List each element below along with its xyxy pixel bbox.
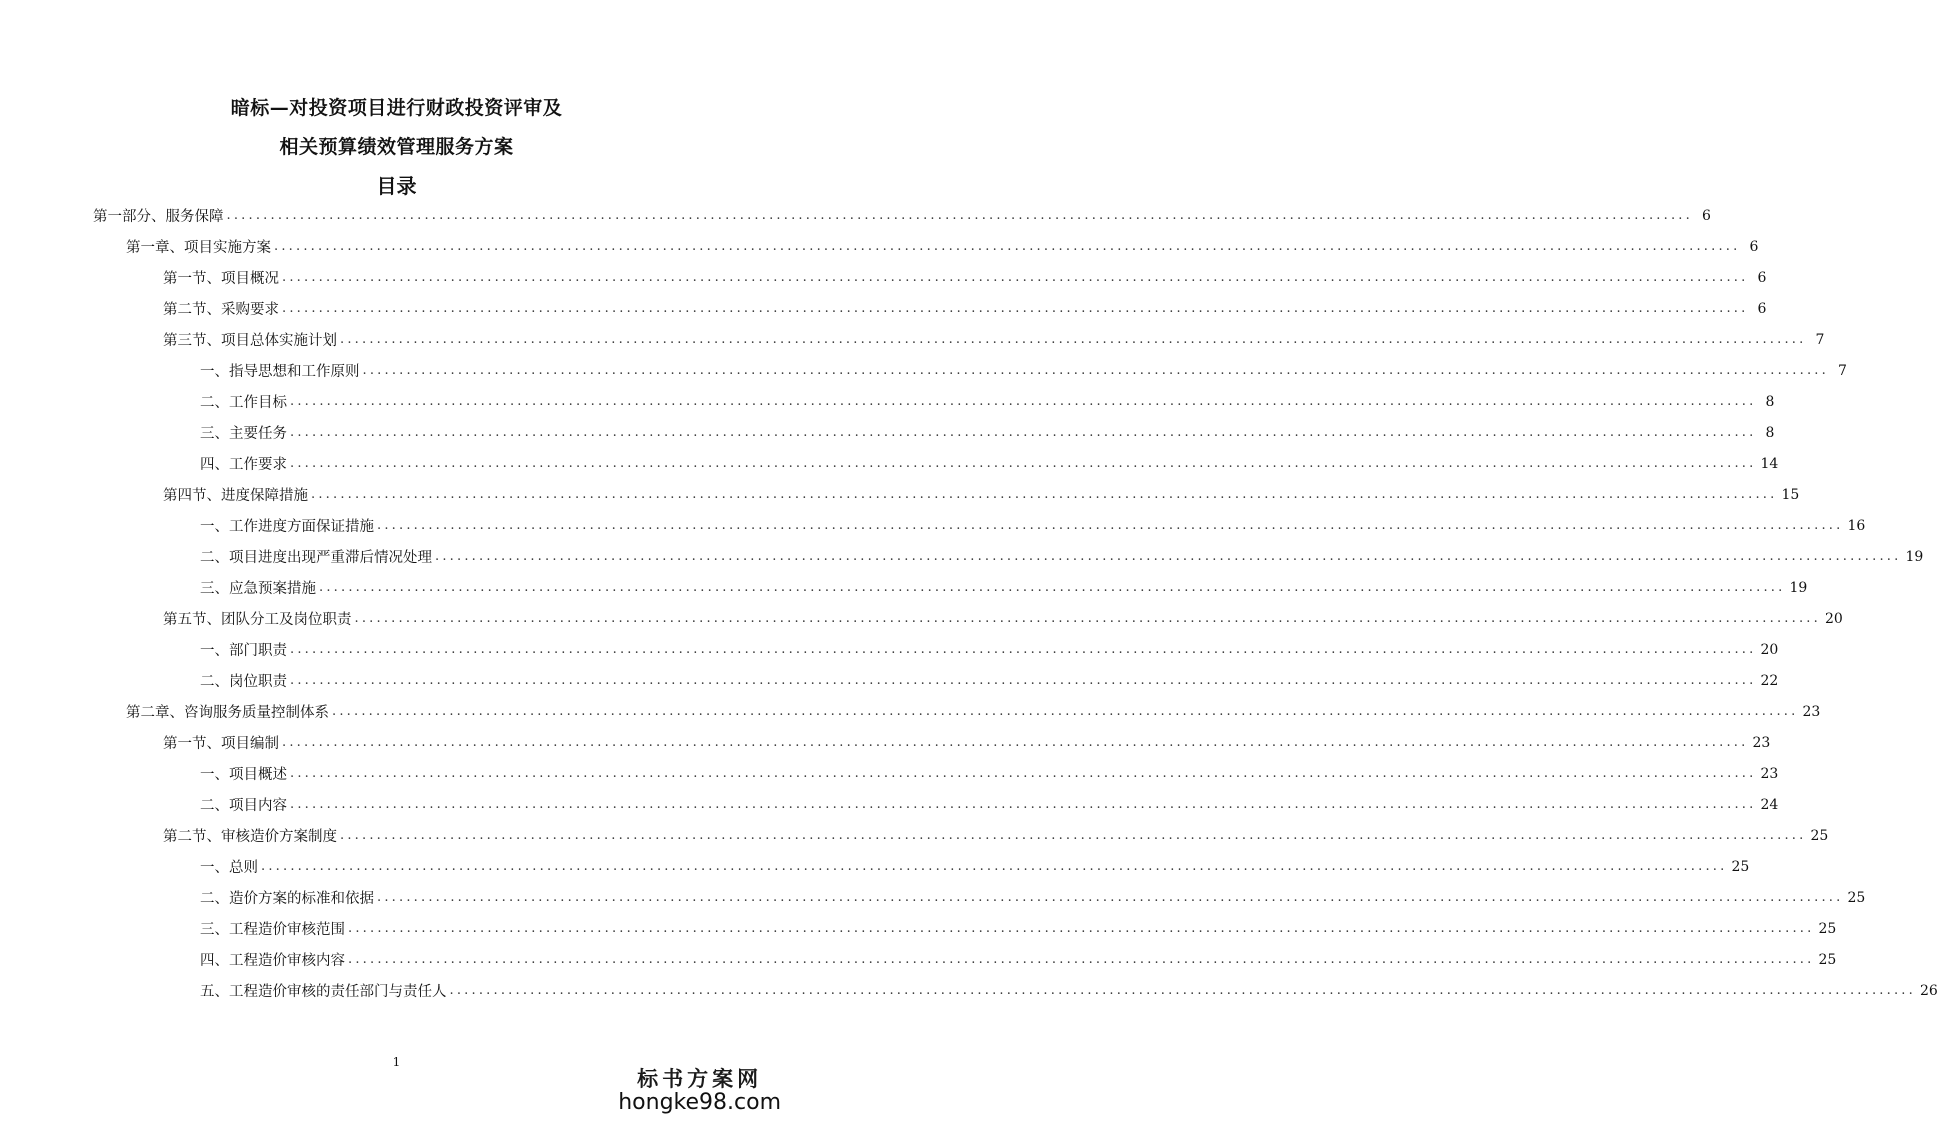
watermark-logo [618,1068,781,1115]
toc-entry-label: 三、工程造价审核范围 [200,922,345,938]
toc-entry-label: 第一章、项目实施方案 [126,240,271,256]
toc-entry-label: 三、主要任务 [200,426,287,442]
toc-entry[interactable] [200,789,1779,820]
toc-dot-leader: ........................................................................................................................................................................................................ [377,889,1844,905]
toc-entry[interactable] [200,913,1837,944]
toc-dot-leader: ........................................................................................................................................................................................................ [226,207,1693,223]
toc-dot-leader: ........................................................................................................................................................................................................ [348,920,1815,936]
toc-entry-label: 三、应急预案措施 [200,581,316,597]
toc-entry[interactable] [200,944,1837,975]
toc-entry-page-number: 26 [1919,982,1938,999]
toc-entry-page-number: 8 [1765,424,1775,441]
toc-entry[interactable] [200,417,1775,448]
toc-entry-page-number: 7 [1815,331,1825,348]
toc-entry-label: 第二节、采购要求 [163,302,279,318]
toc-entry-page-number: 7 [1838,362,1847,379]
toc-dot-leader: ........................................................................................................................................................................................................ [290,796,1757,812]
toc-entry[interactable] [163,820,1829,851]
toc-entry-label: 一、指导思想和工作原则 [200,364,360,380]
toc-heading: 目录 [376,174,417,198]
toc-dot-leader: ........................................................................................................................................................................................................ [348,951,1815,967]
toc-entry[interactable] [200,355,1847,386]
toc-entry-label: 一、部门职责 [200,643,287,659]
toc-entry[interactable] [163,324,1825,355]
toc-entry-page-number: 15 [1781,486,1800,503]
toc-entry[interactable] [163,262,1767,293]
toc-dot-leader: ........................................................................................................................................................................................................ [282,269,1749,285]
toc-dot-leader: ........................................................................................................................................................................................................ [377,517,1844,533]
toc-entry[interactable] [200,448,1779,479]
toc-dot-leader: ........................................................................................................................................................................................................ [290,424,1757,440]
toc-dot-leader: ........................................................................................................................................................................................................ [340,827,1807,843]
toc-dot-leader: ........................................................................................................................................................................................................ [362,362,1829,378]
document-title-line-2: 相关预算绩效管理服务方案 [279,136,514,158]
toc-dot-leader: ........................................................................................................................................................................................................ [354,610,1821,626]
toc-entry-page-number: 25 [1818,951,1837,968]
toc-entry-page-number: 24 [1760,796,1779,813]
toc-entry-label: 四、工程造价审核内容 [200,953,345,969]
toc-entry-page-number: 23 [1752,734,1771,751]
watermark-cn-text: 标书方案网 [637,1067,763,1091]
toc-entry-label: 四、工作要求 [200,457,287,473]
toc-entry[interactable] [200,851,1750,882]
toc-entry[interactable] [163,603,1843,634]
watermark-en-text: hongke98.com [618,1090,781,1116]
toc-dot-leader: ........................................................................................................................................................................................................ [435,548,1902,564]
toc-entry[interactable] [200,386,1775,417]
toc-entry[interactable] [163,479,1800,510]
toc-dot-leader: ........................................................................................................................................................................................................ [449,982,1916,998]
toc-entry-page-number: 19 [1905,548,1924,565]
document-title-line-1: 暗标—对投资项目进行财政投资评审及 [230,97,563,119]
toc-entry-label: 第二节、审核造价方案制度 [163,829,337,845]
toc-entry-page-number: 19 [1789,579,1808,596]
toc-dot-leader: ........................................................................................................................................................................................................ [290,455,1757,471]
toc-entry-label: 第一部分、服务保障 [93,209,224,225]
toc-dot-leader: ........................................................................................................................................................................................................ [290,393,1757,409]
toc-entry-label: 第一节、项目编制 [163,736,279,752]
toc-entry[interactable] [126,696,1821,727]
toc-entry-page-number: 14 [1760,455,1779,472]
toc-entry-page-number: 16 [1847,517,1866,534]
toc-entry-page-number: 25 [1818,920,1837,937]
toc-entry[interactable] [200,665,1779,696]
toc-entry-page-number: 6 [1757,300,1767,317]
toc-entry-label: 二、工作目标 [200,395,287,411]
toc-entry-page-number: 20 [1824,610,1843,627]
toc-entry[interactable] [200,541,1924,572]
toc-entry-page-number: 25 [1810,827,1829,844]
toc-entry[interactable] [126,231,1759,262]
toc-entry-page-number: 20 [1760,641,1779,658]
toc-entry-label: 第二章、咨询服务质量控制体系 [126,705,329,721]
toc-entry-page-number: 6 [1702,207,1711,224]
toc-entry-page-number: 23 [1802,703,1821,720]
toc-dot-leader: ........................................................................................................................................................................................................ [319,579,1786,595]
toc-dot-leader: ........................................................................................................................................................................................................ [332,703,1799,719]
toc-entry[interactable] [200,510,1866,541]
toc-entry-page-number: 8 [1765,393,1775,410]
toc-entry-label: 第四节、进度保障措施 [163,488,308,504]
toc-dot-leader: ........................................................................................................................................................................................................ [274,238,1741,254]
toc-entry-page-number: 22 [1760,672,1779,689]
toc-dot-leader: ........................................................................................................................................................................................................ [290,672,1757,688]
table-of-contents [0,200,1938,1006]
toc-entry-label: 一、工作进度方面保证措施 [200,519,374,535]
toc-dot-leader: ........................................................................................................................................................................................................ [282,300,1749,316]
toc-entry-label: 第三节、项目总体实施计划 [163,333,337,349]
toc-dot-leader: ........................................................................................................................................................................................................ [290,765,1757,781]
toc-entry-label: 二、造价方案的标准和依据 [200,891,374,907]
toc-entry-label: 五、工程造价审核的责任部门与责任人 [200,984,447,1000]
toc-dot-leader: ........................................................................................................................................................................................................ [311,486,1778,502]
toc-entry[interactable] [163,727,1771,758]
toc-entry[interactable] [200,975,1938,1006]
toc-entry-label: 二、岗位职责 [200,674,287,690]
toc-entry-label: 一、总则 [200,860,258,876]
toc-entry[interactable] [200,758,1779,789]
toc-entry[interactable] [200,572,1808,603]
toc-entry[interactable] [200,634,1779,665]
toc-dot-leader: ........................................................................................................................................................................................................ [282,734,1749,750]
page-number: 1 [392,1055,401,1069]
toc-entry-label: 二、项目内容 [200,798,287,814]
toc-entry-page-number: 25 [1731,858,1750,875]
toc-entry[interactable] [200,882,1866,913]
toc-entry-label: 一、项目概述 [200,767,287,783]
toc-entry-label: 二、项目进度出现严重滞后情况处理 [200,550,432,566]
toc-entry-label: 第一节、项目概况 [163,271,279,287]
toc-dot-leader: ........................................................................................................................................................................................................ [290,641,1757,657]
toc-entry-page-number: 23 [1760,765,1779,782]
toc-dot-leader: ........................................................................................................................................................................................................ [340,331,1807,347]
toc-entry-page-number: 25 [1847,889,1866,906]
toc-dot-leader: ........................................................................................................................................................................................................ [261,858,1728,874]
toc-entry-page-number: 6 [1749,238,1759,255]
toc-entry-label: 第五节、团队分工及岗位职责 [163,612,352,628]
toc-entry-page-number: 6 [1757,269,1767,286]
toc-entry[interactable] [93,200,1711,231]
toc-entry[interactable] [163,293,1767,324]
